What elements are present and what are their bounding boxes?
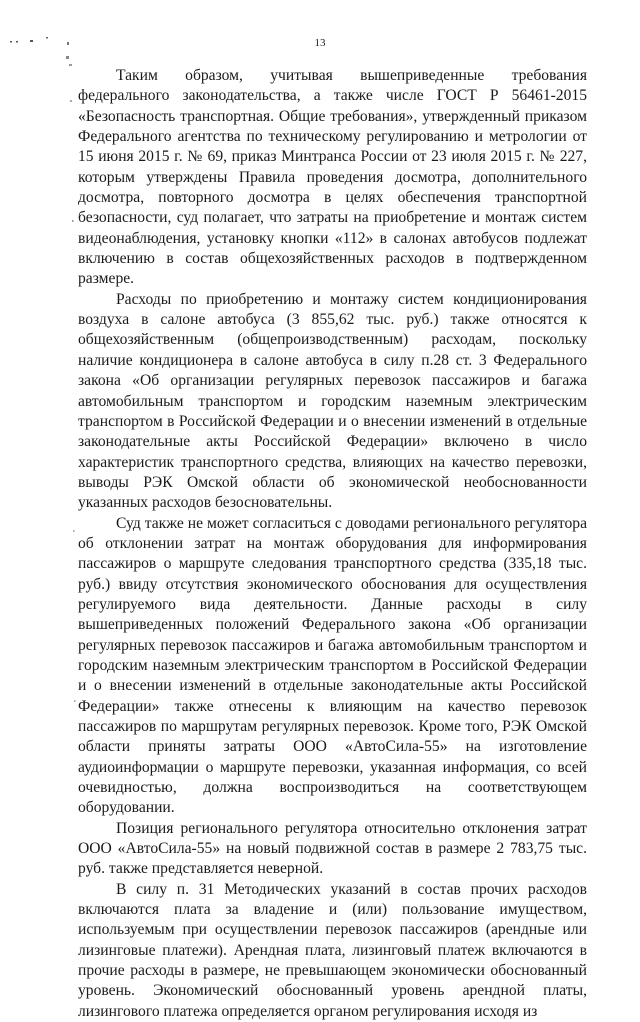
paragraph: Расходы по приобретению и монтажу систем кондиционирования воздуха в салоне автобуса (3 855,62 тыс. руб.) также относятся к общехозяйственным (общепроизводственным) расходам, поскольку наличие кондиционера в салоне автобуса в силу п.28 ст. 3 Федерального закона «Об организации регулярных перевозок пассажиров и багажа автомобильным транспортом и городским наземным электрическим транспортом в Российской Федерации и о внесении изменений в отдельные законодательные акты Российской Федерации» включено в число характеристик транспортного средства, влияющих на качество перевозки, выводы РЭК Омской области об экономической необоснованности указанных расходов безосновательны. — [78, 290, 587, 512]
paragraph: В силу п. 31 Методических указаний в состав прочих расходов включаются плата за владение и (или) пользование имуществом, используемым при осуществлении перевозок пассажиров (арендные или лизинговые платежи). Арендная плата, лизинговый платеж включаются в прочие расходы в размере, не превышающем экономически обоснованный уровень. Экономический обоснованный уровень арендной платы, лизингового платежа определяется органом регулирования исходя из — [78, 880, 587, 1020]
document-body — [78, 66, 587, 1022]
paragraph: Позиция регионального регулятора относительно отклонения затрат ООО «АвтоСила-55» на новый подвижной состав в размере 2 783,75 тыс. руб. также представляется неверной. — [78, 819, 587, 878]
page-number: 13 — [314, 37, 326, 49]
paragraph: Суд также не может согласиться с доводами регионального регулятора об отклонении затрат на монтаж оборудования для информирования пассажиров о маршруте следования транспортного средства (335,18 тыс. руб.) ввиду отсутствия экономического обоснования для осуществления регулируемого вида деятельности. Данные расходы в силу вышеприведенных положений Федерального закона «Об организации регулярных перевозок пассажиров и багажа автомобильным транспортом и городским наземным электрическим транспортом в Российской Федерации и о внесении изменений в отдельные законодательные акты Российской Федерации» также отнесены к влияющим на качество перевозок пассажиров по маршрутам регулярных перевозок. Кроме того, РЭК Омской области приняты затраты ООО «АвтоСила-55» на изготовление аудиоинформации о маршруте перевозки, указанная информация, со всей очевидностью, должна воспроизводиться на соответствующем оборудовании. — [78, 514, 587, 817]
paragraph: Таким образом, учитывая вышеприведенные требования федерального законодательства, а также числе ГОСТ Р 56461-2015 «Безопасность транспортная. Общие требования», утвержденный приказом Федерального агентства по техническому регулированию и метрологии от 15 июня 2015 г. № 69, приказ Минтранса России от 23 июля 2015 г. № 227, которым утверждены Правила проведения досмотра, дополнительного досмотра, повторного досмотра в целях обеспечения транспортной безопасности, суд полагает, что затраты на приобретение и монтаж систем видеонаблюдения, установку кнопки «112» в салонах автобусов подлежат включению в состав общехозяйственных расходов в подтвержденном размере. — [78, 67, 587, 288]
scan-artifacts — [0, 0, 90, 905]
